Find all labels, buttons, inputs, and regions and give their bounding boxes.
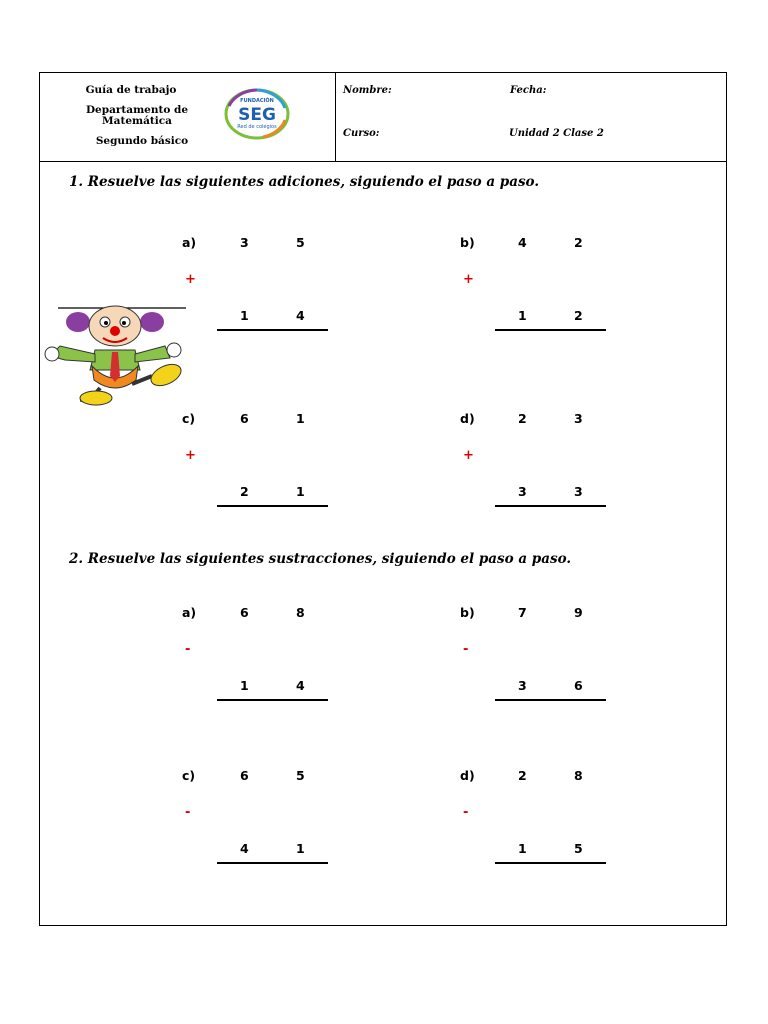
- top-digit-units: 2: [574, 235, 583, 250]
- bottom-digit-tens: 1: [518, 308, 527, 323]
- top-digit-tens: 2: [518, 411, 527, 426]
- top-digit-units: 5: [296, 768, 305, 783]
- bottom-digit-tens: 4: [240, 841, 249, 856]
- header-divider: [335, 73, 336, 161]
- operator-sign: +: [463, 272, 474, 287]
- top-digit-tens: 7: [518, 605, 527, 620]
- worksheet: [39, 72, 727, 926]
- course-label: Curso:: [343, 128, 380, 139]
- bottom-digit-units: 4: [296, 678, 305, 693]
- operator-sign: -: [463, 642, 469, 657]
- logo-top-text: FUNDACIÓN: [240, 98, 274, 104]
- operator-sign: -: [185, 805, 191, 820]
- exercise-label: d): [460, 768, 475, 783]
- operator-sign: +: [185, 448, 196, 463]
- unit-label: Unidad 2 Clase 2: [509, 128, 604, 139]
- name-label: Nombre:: [343, 85, 392, 96]
- operator-sign: +: [185, 272, 196, 287]
- exercise-label: c): [182, 411, 196, 426]
- exercise-label: d): [460, 411, 475, 426]
- bottom-digit-units: 1: [296, 841, 305, 856]
- bottom-digit-tens: 2: [240, 484, 249, 499]
- clown-illustration: [40, 300, 190, 412]
- operator-sign: -: [463, 805, 469, 820]
- answer-line: [217, 862, 328, 864]
- guide-title: Guía de trabajo: [85, 84, 177, 96]
- worksheet-header: [40, 73, 726, 162]
- bottom-digit-tens: 3: [518, 678, 527, 693]
- top-digit-tens: 6: [240, 605, 249, 620]
- operator-sign: +: [463, 448, 474, 463]
- date-label: Fecha:: [510, 85, 547, 96]
- top-digit-tens: 2: [518, 768, 527, 783]
- answer-line: [495, 699, 606, 701]
- top-digit-tens: 6: [240, 411, 249, 426]
- top-digit-units: 9: [574, 605, 583, 620]
- question-1-title: 1. Resuelve las siguientes adiciones, siguiendo el paso a paso.: [69, 174, 540, 190]
- answer-line: [217, 329, 328, 331]
- bottom-digit-units: 1: [296, 484, 305, 499]
- top-digit-tens: 6: [240, 768, 249, 783]
- seg-logo: [223, 86, 291, 142]
- answer-line: [495, 862, 606, 864]
- top-digit-units: 8: [296, 605, 305, 620]
- bottom-digit-tens: 1: [518, 841, 527, 856]
- answer-line: [495, 505, 606, 507]
- bottom-digit-tens: 3: [518, 484, 527, 499]
- grade-label: Segundo básico: [95, 135, 189, 147]
- bottom-digit-units: 5: [574, 841, 583, 856]
- department-line2: Matemática: [102, 115, 172, 127]
- exercise-label: c): [182, 768, 196, 783]
- bottom-digit-units: 4: [296, 308, 305, 323]
- exercise-label: a): [182, 235, 197, 250]
- bottom-digit-tens: 1: [240, 308, 249, 323]
- exercise-label: b): [460, 605, 475, 620]
- bottom-digit-units: 2: [574, 308, 583, 323]
- operator-sign: -: [185, 642, 191, 657]
- question-2-title: 2. Resuelve las siguientes sustracciones, siguiendo el paso a paso.: [69, 551, 572, 567]
- top-digit-units: 8: [574, 768, 583, 783]
- bottom-digit-tens: 1: [240, 678, 249, 693]
- top-digit-tens: 4: [518, 235, 527, 250]
- top-digit-tens: 3: [240, 235, 249, 250]
- bottom-digit-units: 6: [574, 678, 583, 693]
- answer-line: [217, 505, 328, 507]
- department-line1: Departamento de: [85, 104, 189, 116]
- answer-line: [495, 329, 606, 331]
- answer-line: [217, 699, 328, 701]
- top-digit-units: 5: [296, 235, 305, 250]
- exercise-label: a): [182, 605, 197, 620]
- top-digit-units: 3: [574, 411, 583, 426]
- top-digit-units: 1: [296, 411, 305, 426]
- logo-main-text: SEG: [238, 105, 276, 125]
- logo-bottom-text: Red de colegios: [237, 124, 277, 130]
- bottom-digit-units: 3: [574, 484, 583, 499]
- exercise-label: b): [460, 235, 475, 250]
